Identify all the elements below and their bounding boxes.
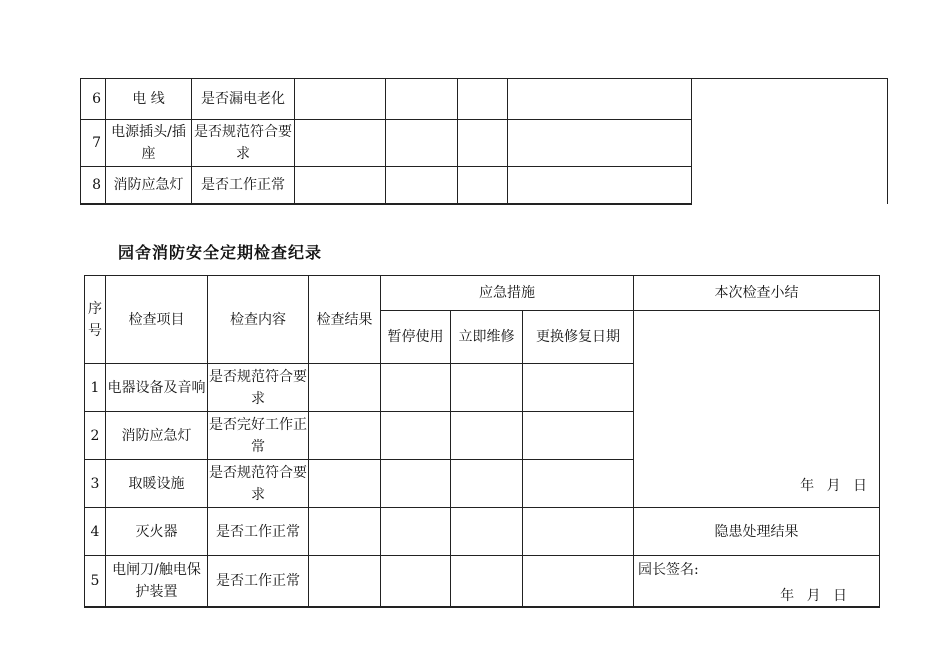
repair-header: 立即维修 [451,311,523,364]
hazard-result-label: 隐患处理结果 [634,508,880,556]
emergency-header: 应急措施 [381,276,634,311]
seq-cell: 6 [81,79,106,120]
summary-header: 本次检查小结 [634,276,880,311]
item-cell: 电闸刀/触电保护装置 [106,556,208,608]
principal-sign-label: 园长签名: [638,562,699,578]
pause-cell[interactable] [381,412,451,460]
result-cell[interactable] [295,79,386,120]
pause-cell[interactable] [381,508,451,556]
item-cell: 取暖设施 [106,460,208,508]
pause-cell[interactable] [381,460,451,508]
item-cell: 电器设备及音响 [106,364,208,412]
pause-cell[interactable] [386,79,458,120]
result-header: 检查结果 [309,276,381,364]
repair-cell[interactable] [458,79,508,120]
item-cell: 电 线 [106,79,192,120]
seq-cell: 5 [85,556,106,608]
summary-date-cell[interactable] [634,311,880,508]
replace-date-cell[interactable] [508,120,692,167]
item-header: 检查项目 [106,276,208,364]
summary-date: 年 月 日 [800,478,872,494]
seq-cell: 3 [85,460,106,508]
result-cell[interactable] [309,412,381,460]
content-cell: 是否工作正常 [208,508,309,556]
header-row [85,276,880,311]
content-cell: 是否工作正常 [208,556,309,608]
seq-cell: 8 [81,167,106,204]
pause-cell[interactable] [381,556,451,608]
replace-date-cell[interactable] [523,556,634,608]
content-cell: 是否完好工作正常 [208,412,309,460]
seq-cell: 4 [85,508,106,556]
content-cell: 是否规范符合要求 [192,120,295,167]
content-cell: 是否漏电老化 [192,79,295,120]
pause-header: 暂停使用 [381,311,451,364]
signature-cell[interactable] [634,556,880,608]
repair-cell[interactable] [451,460,523,508]
pause-cell[interactable] [386,120,458,167]
repair-cell[interactable] [458,167,508,204]
repair-cell[interactable] [458,120,508,167]
content-cell: 是否规范符合要求 [208,460,309,508]
pause-cell[interactable] [381,364,451,412]
inspection-table [84,275,880,608]
repair-cell[interactable] [451,364,523,412]
repair-cell[interactable] [451,508,523,556]
item-cell: 消防应急灯 [106,167,192,204]
replace-date-header: 更换修复日期 [523,311,634,364]
seq-header: 序号 [85,276,106,364]
result-cell[interactable] [309,556,381,608]
replace-date-cell[interactable] [508,79,692,120]
replace-date-cell[interactable] [523,460,634,508]
result-cell[interactable] [309,364,381,412]
repair-cell[interactable] [451,556,523,608]
result-cell[interactable] [295,167,386,204]
seq-cell: 7 [81,120,106,167]
summary-cell[interactable] [692,79,888,204]
seq-cell: 2 [85,412,106,460]
top-table [80,78,888,205]
seq-cell: 1 [85,364,106,412]
result-cell[interactable] [309,460,381,508]
page-title: 园舍消防安全定期检查纪录 [118,243,323,262]
table-row [85,556,880,608]
item-cell: 灭火器 [106,508,208,556]
replace-date-cell[interactable] [523,412,634,460]
repair-cell[interactable] [451,412,523,460]
content-cell: 是否工作正常 [192,167,295,204]
sign-date: 年 月 日 [780,588,852,604]
item-cell: 电源插头/插座 [106,120,192,167]
result-cell[interactable] [295,120,386,167]
content-header: 检查内容 [208,276,309,364]
replace-date-cell[interactable] [523,364,634,412]
replace-date-cell[interactable] [523,508,634,556]
pause-cell[interactable] [386,167,458,204]
replace-date-cell[interactable] [508,167,692,204]
result-cell[interactable] [309,508,381,556]
table-row [85,508,880,556]
table-row [81,79,888,120]
content-cell: 是否规范符合要求 [208,364,309,412]
item-cell: 消防应急灯 [106,412,208,460]
